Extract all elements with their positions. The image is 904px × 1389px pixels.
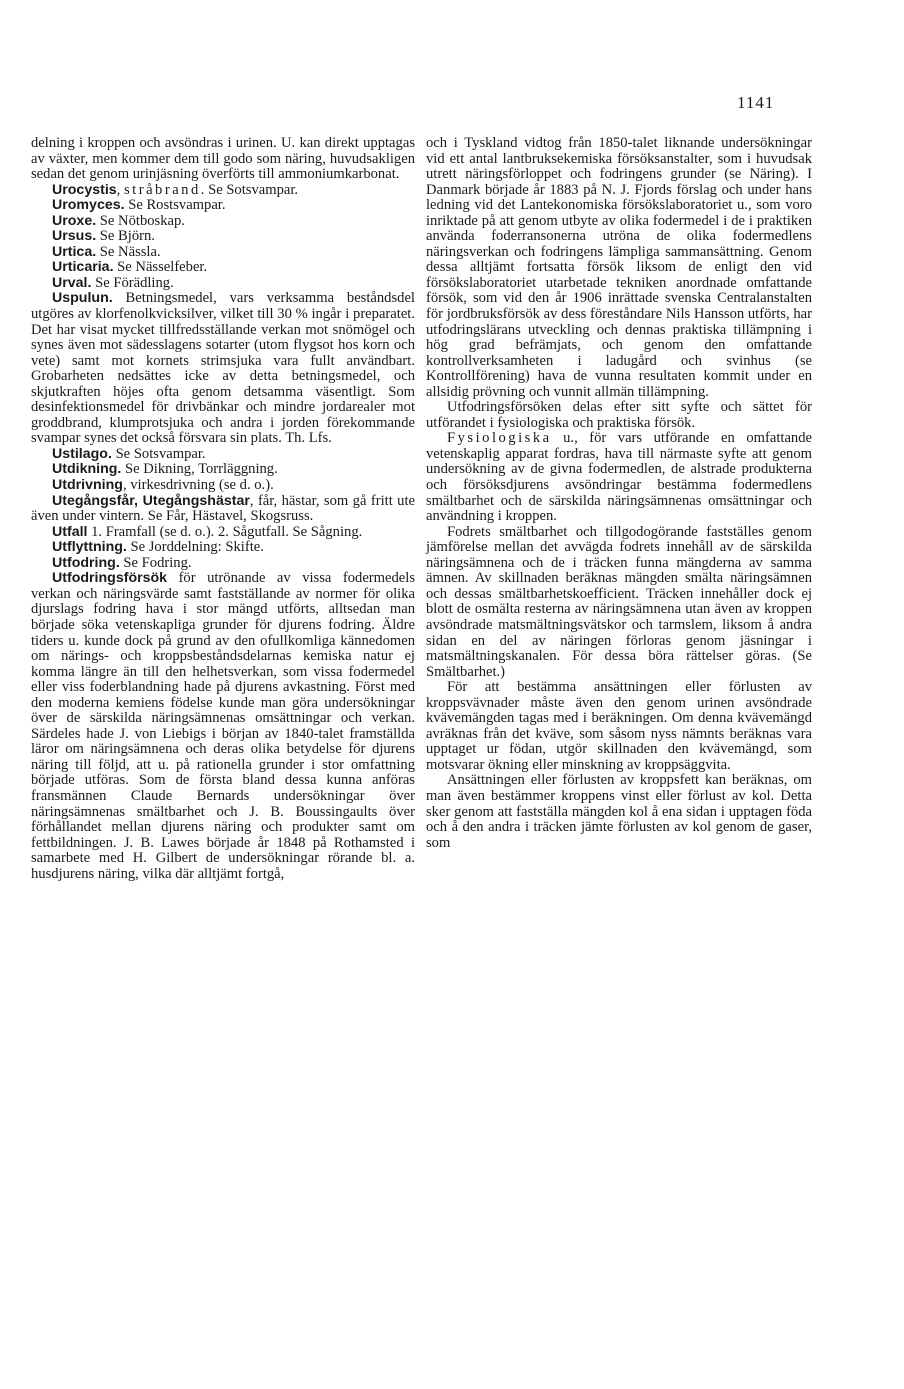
- entry-text: 1. Framfall (se d. o.). 2. Sågutfall. Se Sågning.: [87, 523, 363, 540]
- entry-text: Se Fodring.: [119, 554, 192, 571]
- entry-urval: [31, 276, 415, 292]
- entry-utflyttning: [31, 540, 415, 556]
- entry-urocystis: [31, 183, 415, 199]
- right-column: [426, 136, 812, 851]
- entry-utfall: [31, 525, 415, 541]
- entry-text: Se Nötboskap.: [96, 212, 185, 229]
- entry-utfodring: [31, 556, 415, 572]
- paragraph-smaltbarhet: Fodrets smältbarhet och tillgodogörande fastställes genom jämförelse mellan det avvägda fodrets innehåll av de särskilda näringsämnena och de i träcken funna mängderna av samma ämnen. Av skillnaden beräknas mängden smälta näringsämnen och dessas smältbarhetskoefficient. Träcken innehåller dock ej blott de osmälta resterna av näringsämnena utan även av kroppen avsöndrade matsmältningsvätskor och tarmslem, liksom å andra sidan en del av näringen förloras genom jäsningar i matsmältningskanalen. För dessa böra rättelser göras. (Se Smältbarhet.): [426, 523, 812, 680]
- entry-text: Se Dikning, Torrläggning.: [121, 461, 278, 478]
- intro-paragraph: delning i kroppen och avsöndras i urinen. U. kan direkt upptagas av växter, men kommer dem till godo som näring, huvudsakligen sedan det genom urinjäsning överförts till ammoniumkarbonat.: [31, 135, 415, 183]
- entry-text: Se Sotsvampar.: [111, 445, 206, 462]
- entry-text: Se Björn.: [96, 228, 155, 245]
- entry-text: Se Förädling.: [91, 274, 174, 291]
- entry-text: Se Nässelfeber.: [113, 259, 208, 276]
- entry-utdikning: [31, 462, 415, 478]
- paragraph-text: u., för vars utförande en omfattande vetenskaplig apparat fordras, hava till närmaste syfte att genom undersökning av de givna fodermedlen, de alstrade produkterna och försöksdjurens avsöndringar bestämma fodermedlens smältbarhet och de särskilda näringsämnenas omsättningar och användning i kroppen.: [426, 430, 812, 525]
- left-column: [31, 136, 415, 882]
- entry-text: , får, hästar, som gå fritt ute även under vintern. Se Får, Hästavel, Skogsruss.: [31, 492, 415, 525]
- entry-ursus: [31, 229, 415, 245]
- entry-urtica: [31, 245, 415, 261]
- entry-term: Utfall: [52, 523, 88, 540]
- entry-ustilago: [31, 447, 415, 463]
- entry-term: Uromyces.: [52, 197, 125, 214]
- entry-text: för utrönande av vissa fodermedels verkan och näringsvärde samt fastställande av normer för olika djurslags fodring hava i stor mängd utförts, alltsedan man började söka vetenskapliga grunder för djurens fodring. Äldre tiders u. kunde dock på grund av den ofullkomliga kännedomen om närings- och kroppsbeståndsdelarnas kemiska natur ej komma längre än till den helhetsverkan, som vissa fodermedel eller viss foderblandning hade på djurens avkastning. Först med den moderna kemiens födelse kunde man göra undersökningar över de särskilda näringsämnenas omsättningar och verkan. Särdeles hade J. von Liebigs i början av 1840-talet framställda läror om näringsämnena och deras olika betydelse för djurens näring till följd, att u. på rationella grunder i stor omfattning började utföras. Som de första bland dessa kunna anföras fransmännen Claude Bernards undersökningar över näringsämnenas smältbarhet och J. B. Boussingaults över förhållandet mellan djurens näring och produkter samt om fettbildningen. J. B. Lawes började år 1848 på Rothamsted i samarbete med H. Gilbert de undersökningar rörande bl. a. husdjurens näring, vilka där alltjämt fortgå,: [31, 570, 415, 882]
- entry-utegangsfar: [31, 494, 415, 525]
- paragraph-ansattning: För att bestämma ansättningen eller förlusten av kroppsvävnader måste även den genom urinen avsöndrade kvävemängden tagas med i beräkningen. Om denna kvävemängd avräknas från det kväve, som såsom nyss nämnts beräknas vara upptaget ur födan, utgör skillnaden den kvävemängd, som motsvarar ökning eller minskning av kroppsäggvita.: [426, 679, 812, 773]
- entry-uromyces: [31, 198, 415, 214]
- entry-term: Urval.: [52, 274, 92, 291]
- entry-term: Utflyttning.: [52, 539, 127, 556]
- paragraph-forsok-delas: Utfodringsförsöken delas efter sitt syfte och sättet för utförandet i fysiologiska och praktiska försök.: [426, 399, 812, 431]
- paragraph-kroppsfett: Ansättningen eller förlusten av kroppsfett kan beräknas, om man även bestämmer kroppens vinst eller förlust av kol. Detta sker genom att fastställa mängden kol å ena sidan i upptagen föda och å den andra i träcken jämte förlusten av kol genom de gaser, som: [426, 772, 812, 851]
- entry-text: , virkesdrivning (se d. o.).: [122, 477, 274, 494]
- continuation-paragraph: och i Tyskland vidtog från 1850-talet liknande undersökningar vid ett antal lantbruksekemiska försöksanstalter, som i huvudsak utrett näringsförloppet och fodringens grunder (se Näring). I Danmark började år 1883 på N. J. Fjords förslag och under hans ledning vid det Lantekonomiska försökslaboratoriet u., som voro inriktade på att genom utbyte av olika fodermedel i de i praktiken använda foderransonerna utröna de olika fodermedlens näringsverkan och fodringens lämpliga sammansättning. Genom dessa alltjämt fortsatta försök liksom de enligt den vid försökslaboratoriet utarbetade tekniken anordnade omfattande försök, som vid den år 1906 inrättade svenska Centralanstalten för jordbruksförsök av dess föreståndare Nils Hansson utförts, har utfodringslärans utveckling och dennas praktiska tillämpning i hög grad befrämjats, och genom den omfattande kontrollverksamheten i ladugård och svinhus (se Kontrollförening) hava de vunna resultaten kommit under en allsidig prövning och vunnit allmän tillämpning.: [426, 135, 812, 400]
- entry-urticaria: [31, 260, 415, 276]
- entry-term: Utdrivning: [52, 477, 123, 494]
- entry-utfodringsforsok: [31, 571, 415, 882]
- entry-text: Betningsmedel, vars verksamma beståndsdel utgöres av klorfenolkvicksilver, vilket till 30 % ingår i preparatet. Det har visat mycket tillfredsställande verkan mot snömögel och synes även mot sädesslagens sotarter (utom flygsot hos korn och vete) samt mot kornets strimsjuka vara fullt användbart. Grobarheten nedsättes icke av detta betningsmedel, och skjutkraften höjes ofta genom detsamma väsentligt. Som desinfektionsmedel för drivbänkar och mindre jordarealer mot groddbrand, klumprotsjuka och andra i jorden förekommande svampar synes det också försvara sin plats. Th. Lfs.: [31, 290, 415, 447]
- entry-term: Urtica.: [52, 243, 97, 260]
- entry-uspulun: [31, 291, 415, 446]
- entry-term: Ustilago.: [52, 445, 112, 462]
- entry-term: Utegångsfår, Utegångshästar: [52, 492, 250, 509]
- entry-text: Se Jorddelning: Skifte.: [126, 539, 264, 556]
- entry-term: Ursus.: [52, 228, 97, 245]
- entry-term: Utdikning.: [52, 461, 122, 478]
- entry-uroxe: [31, 214, 415, 230]
- entry-text: . Se Sotsvampar.: [200, 181, 299, 198]
- entry-term: Urocystis: [52, 181, 117, 198]
- entry-text: Se Rostsvampar.: [124, 197, 226, 214]
- entry-term: Utfodring.: [52, 554, 120, 571]
- entry-text: Se Nässla.: [96, 243, 161, 260]
- entry-term: Urticaria.: [52, 259, 114, 276]
- paragraph-fysiologiska: [426, 431, 812, 524]
- entry-term: Utfodringsförsök: [52, 570, 168, 587]
- entry-utdrivning: [31, 478, 415, 494]
- entry-term: Uspulun.: [52, 290, 113, 307]
- page-number: 1141: [737, 93, 775, 112]
- entry-separator: ,: [116, 181, 124, 198]
- entry-spaced-term: stråbrand: [123, 181, 201, 198]
- spaced-term: Fysiologiska: [447, 430, 552, 447]
- entry-term: Uroxe.: [52, 212, 97, 229]
